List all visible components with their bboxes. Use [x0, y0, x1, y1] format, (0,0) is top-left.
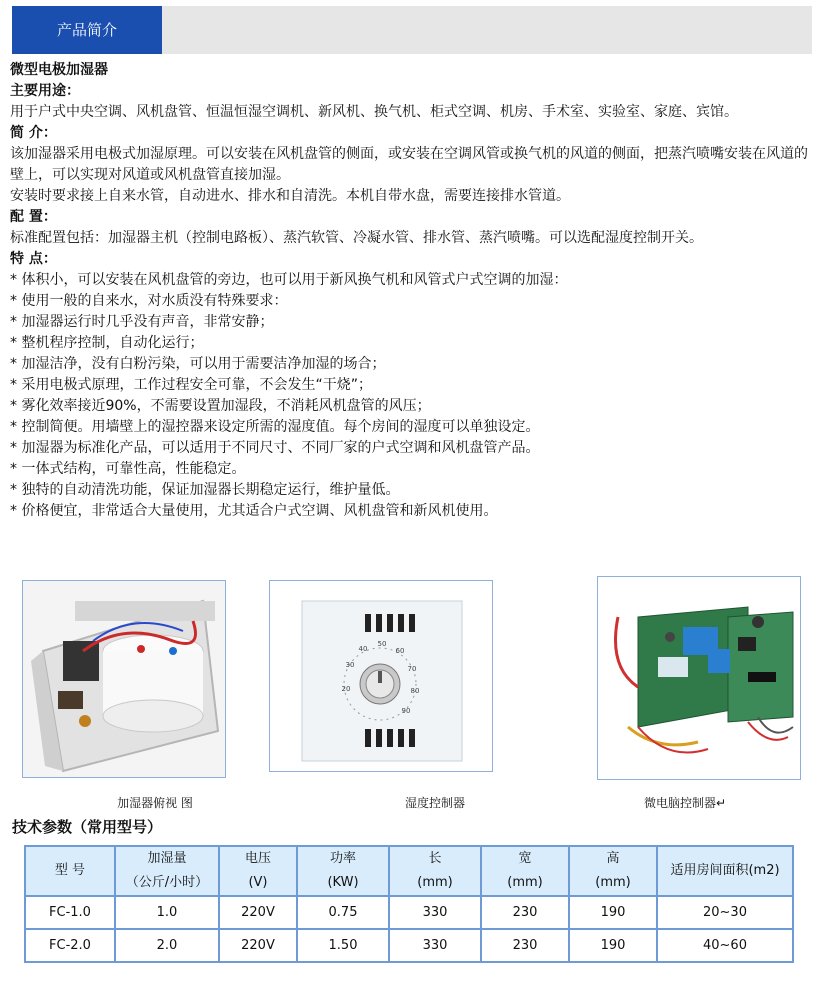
humidity-controller-image: [269, 580, 493, 772]
photo-caption: 微电脑控制器↵: [643, 796, 727, 810]
table-cell: 2.0: [115, 929, 219, 962]
intro-title: 简 介：: [10, 125, 57, 141]
dial-mark: 70: [407, 665, 417, 673]
table-cell: FC-1.0: [25, 896, 115, 929]
table-header-cell: 适用房间面积(m2): [657, 846, 793, 896]
dial-mark: 60: [395, 647, 405, 655]
table-cell: 220V: [219, 896, 297, 929]
feature-item: * 雾化效率接近90%，不需要设置加湿段，不消耗风机盘管的风压；: [10, 398, 431, 414]
features-title: 特 点：: [10, 251, 57, 267]
photo-caption: 湿度控制器: [404, 796, 465, 810]
table-cell: 230: [481, 896, 569, 929]
table-header-cell: 长 (mm): [389, 846, 481, 896]
table-cell: 230: [481, 929, 569, 962]
table-header-cell: 宽 (mm): [481, 846, 569, 896]
product-photos: [0, 576, 823, 810]
humidifier-top-view-image: [22, 580, 226, 778]
product-name: 微型电极加湿器: [10, 62, 108, 78]
feature-item: * 加湿洁净，没有白粉污染，可以用于需要洁净加湿的场合；: [10, 356, 386, 372]
table-cell: 40~60: [657, 929, 793, 962]
tab-bar: [12, 6, 812, 54]
usage-title: 主要用途：: [10, 83, 80, 99]
table-cell: 330: [389, 929, 481, 962]
table-cell: 190: [569, 929, 657, 962]
feature-item: * 体积小，可以安装在风机盘管的旁边，也可以用于新风换气机和风管式户式空调的加湿：: [10, 272, 568, 288]
usage-text: 用于户式中央空调、风机盘管、恒温恒湿空调机、新风机、换气机、柜式空调、机房、手术室、实验室、家庭、宾馆。: [10, 104, 738, 120]
dial-mark: 50: [377, 640, 387, 648]
photo-caption: 加湿器俯视 图: [117, 796, 193, 810]
table-header-cell: 型 号: [25, 846, 115, 896]
feature-item: * 加湿器运行时几乎没有声音，非常安静；: [10, 314, 274, 330]
dial-mark: 40: [358, 645, 368, 653]
table-cell: 0.75: [297, 896, 389, 929]
table-cell: 220V: [219, 929, 297, 962]
table-cell: 20~30: [657, 896, 793, 929]
feature-item: * 独特的自动清洗功能，保证加湿器长期稳定运行，维护量低。: [10, 482, 400, 498]
table-header-cell: 加湿量 （公斤/小时）: [115, 846, 219, 896]
table-cell: 330: [389, 896, 481, 929]
feature-item: * 使用一般的自来水，对水质没有特殊要求：: [10, 293, 288, 309]
microcomputer-controller-image: [597, 576, 801, 780]
dial-mark: 20: [341, 685, 351, 693]
table-cell: 190: [569, 896, 657, 929]
tab-product-intro[interactable]: 产品简介: [12, 6, 162, 54]
feature-item: * 采用电极式原理，工作过程安全可靠，不会发生“干烧”；: [10, 377, 372, 393]
specs-table: [24, 845, 794, 963]
config-title: 配 置：: [10, 209, 57, 225]
feature-item: * 价格便宜，非常适合大量使用，尤其适合户式空调、风机盘管和新风机使用。: [10, 503, 498, 519]
table-row: [25, 929, 793, 962]
table-cell: 1.50: [297, 929, 389, 962]
dial-mark: 80: [410, 687, 420, 695]
intro-paragraph: 该加湿器采用电极式加湿原理。可以安装在风机盘管的侧面，或安装在空调风管或换气机的风道的侧面，把蒸汽喷嘴安装在风道的壁上，可以实现对风道或风机盘管直接加湿。: [10, 146, 808, 183]
config-text: 标准配置包括：加湿器主机（控制电路板）、蒸汽软管、冷凝水管、排水管、蒸汽喷嘴。可以选配湿度控制开关。: [10, 230, 703, 246]
table-header-cell: 高 (mm): [569, 846, 657, 896]
feature-item: * 加湿器为标准化产品，可以适用于不同尺寸、不同厂家的户式空调和风机盘管产品。: [10, 440, 540, 456]
table-header-cell: 功率 (KW): [297, 846, 389, 896]
table-row: [25, 896, 793, 929]
specs-title: 技术参数（常用型号）: [12, 818, 163, 836]
dial-mark: 90: [401, 707, 411, 715]
intro-paragraph: 安装时要求接上自来水管，自动进水、排水和自清洗。本机自带水盘，需要连接排水管道。: [10, 188, 570, 204]
table-header-row: [25, 846, 793, 896]
feature-item: * 整机程序控制，自动化运行；: [10, 335, 204, 351]
dial-mark: 30: [345, 661, 355, 669]
table-cell: 1.0: [115, 896, 219, 929]
table-header-cell: 电压 (V): [219, 846, 297, 896]
product-description: [10, 60, 815, 522]
feature-item: * 一体式结构，可靠性高，性能稳定。: [10, 461, 246, 477]
table-cell: FC-2.0: [25, 929, 115, 962]
feature-item: * 控制简便。用墙壁上的湿控器来设定所需的湿度值。每个房间的湿度可以单独设定。: [10, 419, 540, 435]
